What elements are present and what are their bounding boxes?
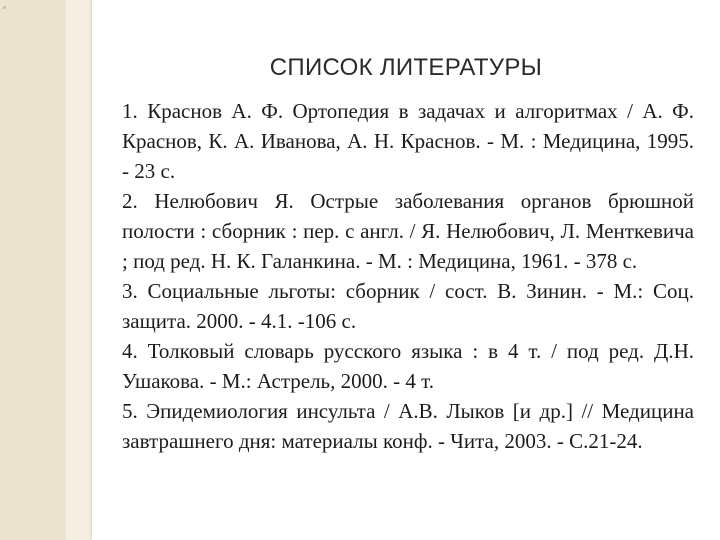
reference-number: 5.	[122, 399, 138, 423]
corner-dot	[3, 6, 6, 9]
reference-text: Краснов А. Ф. Ортопедия в задачах и алгоритмах / А. Ф. Краснов, К. А. Иванова, А. Н. Краснов. - М. : Медицина, 1995. - 23 с.	[122, 99, 695, 183]
reference-number: 4.	[122, 339, 138, 363]
reference-number: 3.	[122, 279, 138, 303]
reference-item-1	[122, 96, 694, 186]
reference-text: Толковый словарь русского языка : в 4 т. / под ред. Д.Н. Ушакова. - М.: Астрель, 2000. - 4 т.	[122, 339, 694, 393]
reference-item-4	[122, 336, 694, 396]
decorative-left-band-light	[66, 0, 92, 540]
reference-text: Эпидемиология инсульта / А.В. Лыков [и др.] // Медицина завтрашнего дня: материалы конф. - Чита, 2003. - С.21-24.	[122, 399, 694, 453]
reference-list	[122, 96, 694, 456]
reference-item-2	[122, 186, 694, 276]
reference-text: Социальные льготы: сборник / сост. В. Зинин. - М.: Соц. защита. 2000. - 4.1. -106 с.	[122, 279, 695, 333]
decorative-left-band	[0, 0, 66, 540]
reference-item-3	[122, 276, 694, 336]
reference-text: Нелюбович Я. Острые заболевания органов брюшной полости : сборник : пер. с англ. / Я. Нелюбович, Л. Менткевича ; под ред. Н. К. Галанкина. - М. : Медицина, 1961. - 378 с.	[122, 189, 694, 273]
reference-number: 1.	[122, 99, 138, 123]
slide-title: СПИСОК ЛИТЕРАТУРЫ	[269, 54, 543, 81]
reference-number: 2.	[122, 189, 138, 213]
reference-item-5	[122, 396, 694, 456]
